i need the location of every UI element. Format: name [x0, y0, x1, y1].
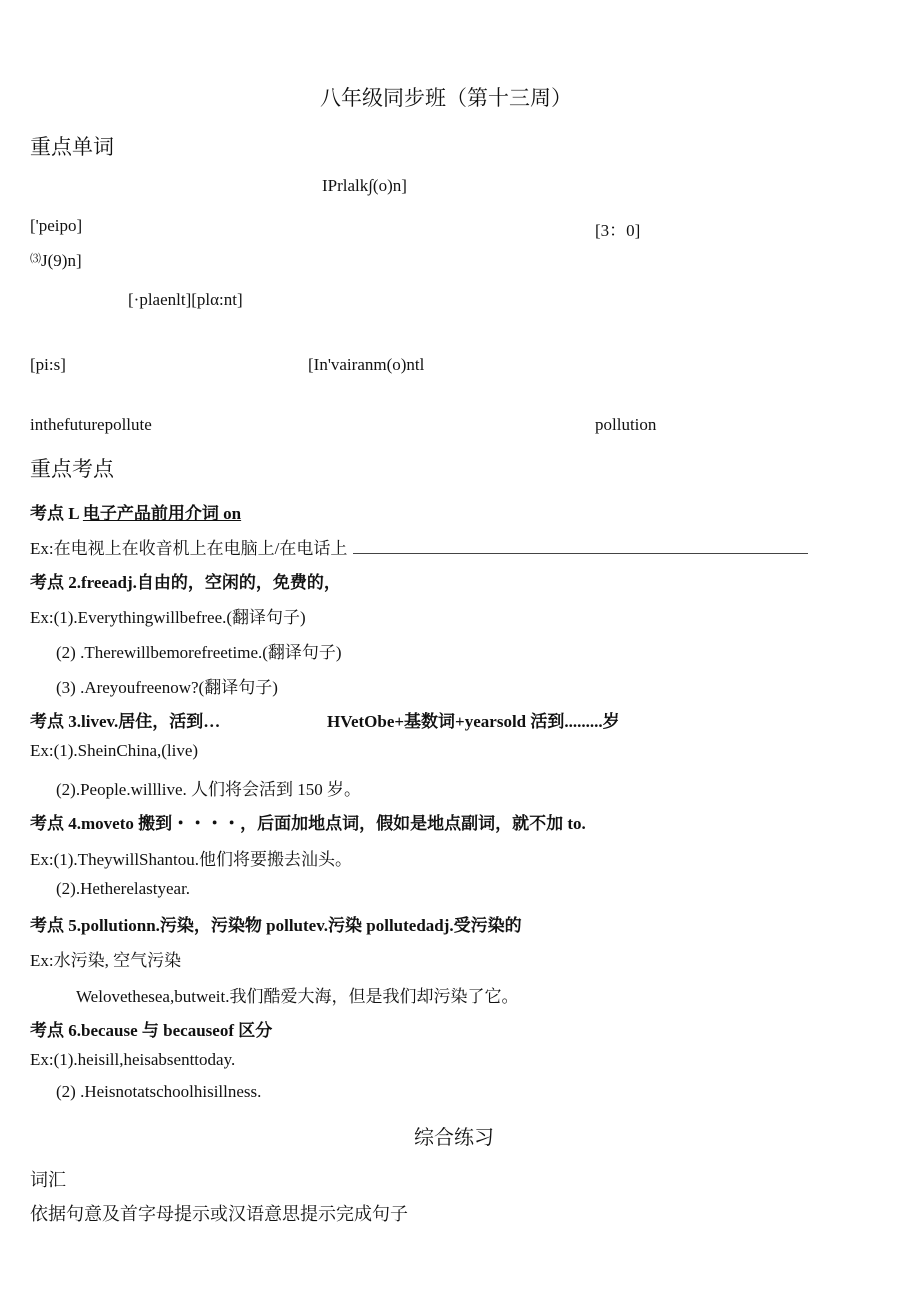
point-1-text: 电子产品前用介词 on	[82, 504, 242, 523]
point-2-example-1: Ex:(1).Everythingwillbefree.(翻译句子)	[30, 608, 306, 627]
phonetic-4-text: J(9)n]	[41, 251, 82, 270]
point-6-example-1: Ex:(1).heisill,heisabsenttoday.	[30, 1050, 236, 1069]
point-3-title: 考点 3.livev.居住，活到…	[30, 712, 221, 731]
point-2-example-3: (3) .Areyoufreenow?(翻译句子)	[56, 678, 278, 697]
phonetic-4	[30, 251, 82, 271]
phonetic-9: pollution	[595, 415, 657, 434]
point-1-title	[30, 499, 241, 524]
vocab-heading: 重点单词	[30, 135, 114, 159]
point-6-example-2: (2) .Heisnotatschoolhisillness.	[56, 1082, 262, 1101]
point-1-prefix: 考点 L	[30, 504, 83, 523]
practice-heading: 综合练习	[414, 1127, 494, 1149]
phonetic-1: IPrlalk∫(o)n]	[322, 176, 407, 195]
point-5-example-2: Welovethesea,butweit.我们酷爱大海，但是我们却污染了它。	[76, 987, 519, 1006]
point-2-title: 考点 2.freeadj.自由的，空闲的，免费的，	[30, 573, 341, 592]
phonetic-6: [pi:s]	[30, 355, 66, 374]
phonetic-2: ['peipo]	[30, 216, 83, 235]
phonetic-5: [·plaenlt][plα:nt]	[128, 290, 243, 309]
practice-instruction: 依据句意及首字母提示或汉语意思提示完成句子	[30, 1204, 408, 1224]
phonetic-3: [3：0]	[595, 221, 641, 240]
point-5-example-1: Ex:水污染, 空气污染	[30, 951, 182, 970]
phonetic-7: [In'vairanm(o)ntl	[308, 355, 425, 374]
point-3-extra: HVetObe+基数词+yearsold 活到.........岁	[327, 712, 620, 731]
point-2-example-2: (2) .Therewillbemorefreetime.(翻译句子)	[56, 643, 342, 662]
point-3-example-2: (2).People.willlive. 人们将会活到 150 岁。	[56, 780, 362, 799]
point-4-title: 考点 4.moveto 搬到・・・・，后面加地点词，假如是地点副词，就不加 to.	[30, 814, 586, 833]
point-4-example-1: Ex:(1).TheywillShantou.他们将要搬去汕头。	[30, 850, 353, 869]
point-3-example-1: Ex:(1).SheinChina,(live)	[30, 741, 199, 760]
point-1-example-text: Ex:在电视上在收音机上在电脑上/在电话上	[30, 539, 348, 558]
answer-blank[interactable]	[353, 541, 808, 554]
point-1-example	[30, 534, 808, 559]
point-6-title: 考点 6.because 与 becauseof 区分	[30, 1021, 273, 1040]
point-4-example-2: (2).Hetherelastyear.	[56, 879, 191, 898]
points-heading: 重点考点	[30, 457, 114, 481]
page-title: 八年级同步班（第十三周）	[320, 86, 572, 110]
phonetic-4-number: ⑶	[30, 253, 41, 265]
point-5-title: 考点 5.pollutionn.污染，污染物 pollutev.污染 pollutedadj.受污染的	[30, 916, 522, 935]
phonetic-8: inthefuturepollute	[30, 415, 152, 434]
practice-subheading: 词汇	[30, 1170, 66, 1190]
